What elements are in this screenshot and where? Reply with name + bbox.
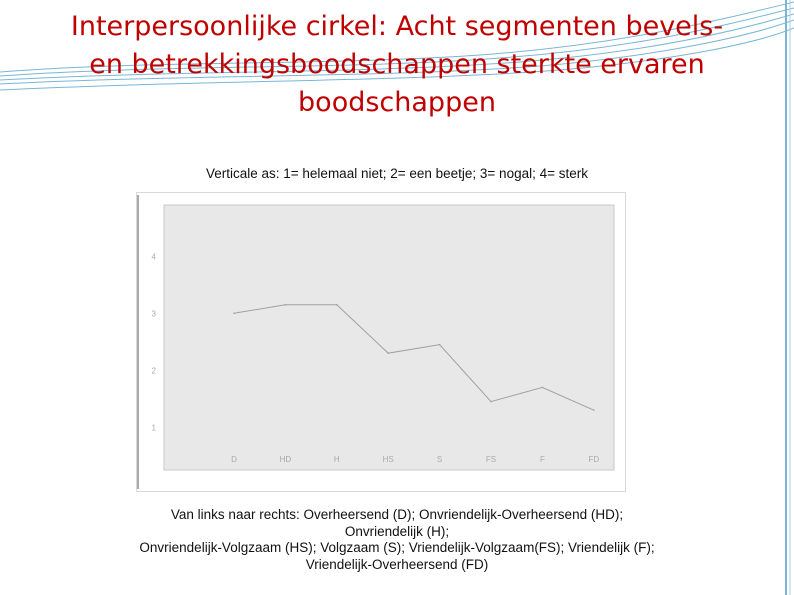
x-tick-label: HS bbox=[382, 455, 394, 464]
data-point bbox=[233, 312, 235, 314]
y-tick-label: 1 bbox=[151, 423, 156, 433]
caption-line: Van links naar rechts: Overheersend (D); Onvriendelijk-Overheersend (HD); bbox=[170, 507, 624, 522]
x-tick-label: D bbox=[231, 455, 237, 464]
y-tick-label: 2 bbox=[151, 366, 156, 376]
y-tick-label: 4 bbox=[151, 252, 156, 262]
line-chart bbox=[136, 192, 626, 492]
caption-line: Onvriendelijk-Volgzaam (HS); Volgzaam (S); Vriendelijk-Volgzaam(FS); Vriendelijk (F); bbox=[139, 540, 655, 555]
data-point bbox=[490, 401, 492, 403]
y-tick-label: 3 bbox=[151, 309, 156, 319]
caption-line: Onvriendelijk (H); bbox=[344, 523, 450, 539]
plot-area bbox=[164, 205, 614, 470]
title-line: Interpersoonlijke cirkel: Acht segmenten bevels- bbox=[70, 11, 724, 42]
caption-line: Vriendelijk-Overheersend (FD) bbox=[305, 556, 489, 572]
data-point bbox=[593, 409, 595, 411]
data-point bbox=[336, 304, 338, 306]
data-point bbox=[439, 344, 441, 346]
x-tick-label: S bbox=[436, 455, 443, 464]
x-tick-label: HD bbox=[279, 455, 292, 464]
slide-title bbox=[20, 8, 774, 122]
data-point bbox=[387, 352, 389, 354]
axis-description: Verticale as: 1= helemaal niet; 2= een beetje; 3= nogal; 4= sterk bbox=[205, 166, 588, 181]
data-point bbox=[542, 387, 544, 389]
x-tick-label: F bbox=[539, 455, 545, 464]
x-tick-label: FD bbox=[588, 455, 600, 464]
x-tick-label: H bbox=[333, 455, 340, 464]
data-point bbox=[285, 304, 287, 306]
x-tick-label: FS bbox=[485, 455, 497, 464]
title-line: en betrekkingsboodschappen sterkte ervaren bbox=[89, 49, 705, 80]
category-legend bbox=[40, 507, 754, 573]
title-line: boodschappen bbox=[298, 87, 496, 118]
